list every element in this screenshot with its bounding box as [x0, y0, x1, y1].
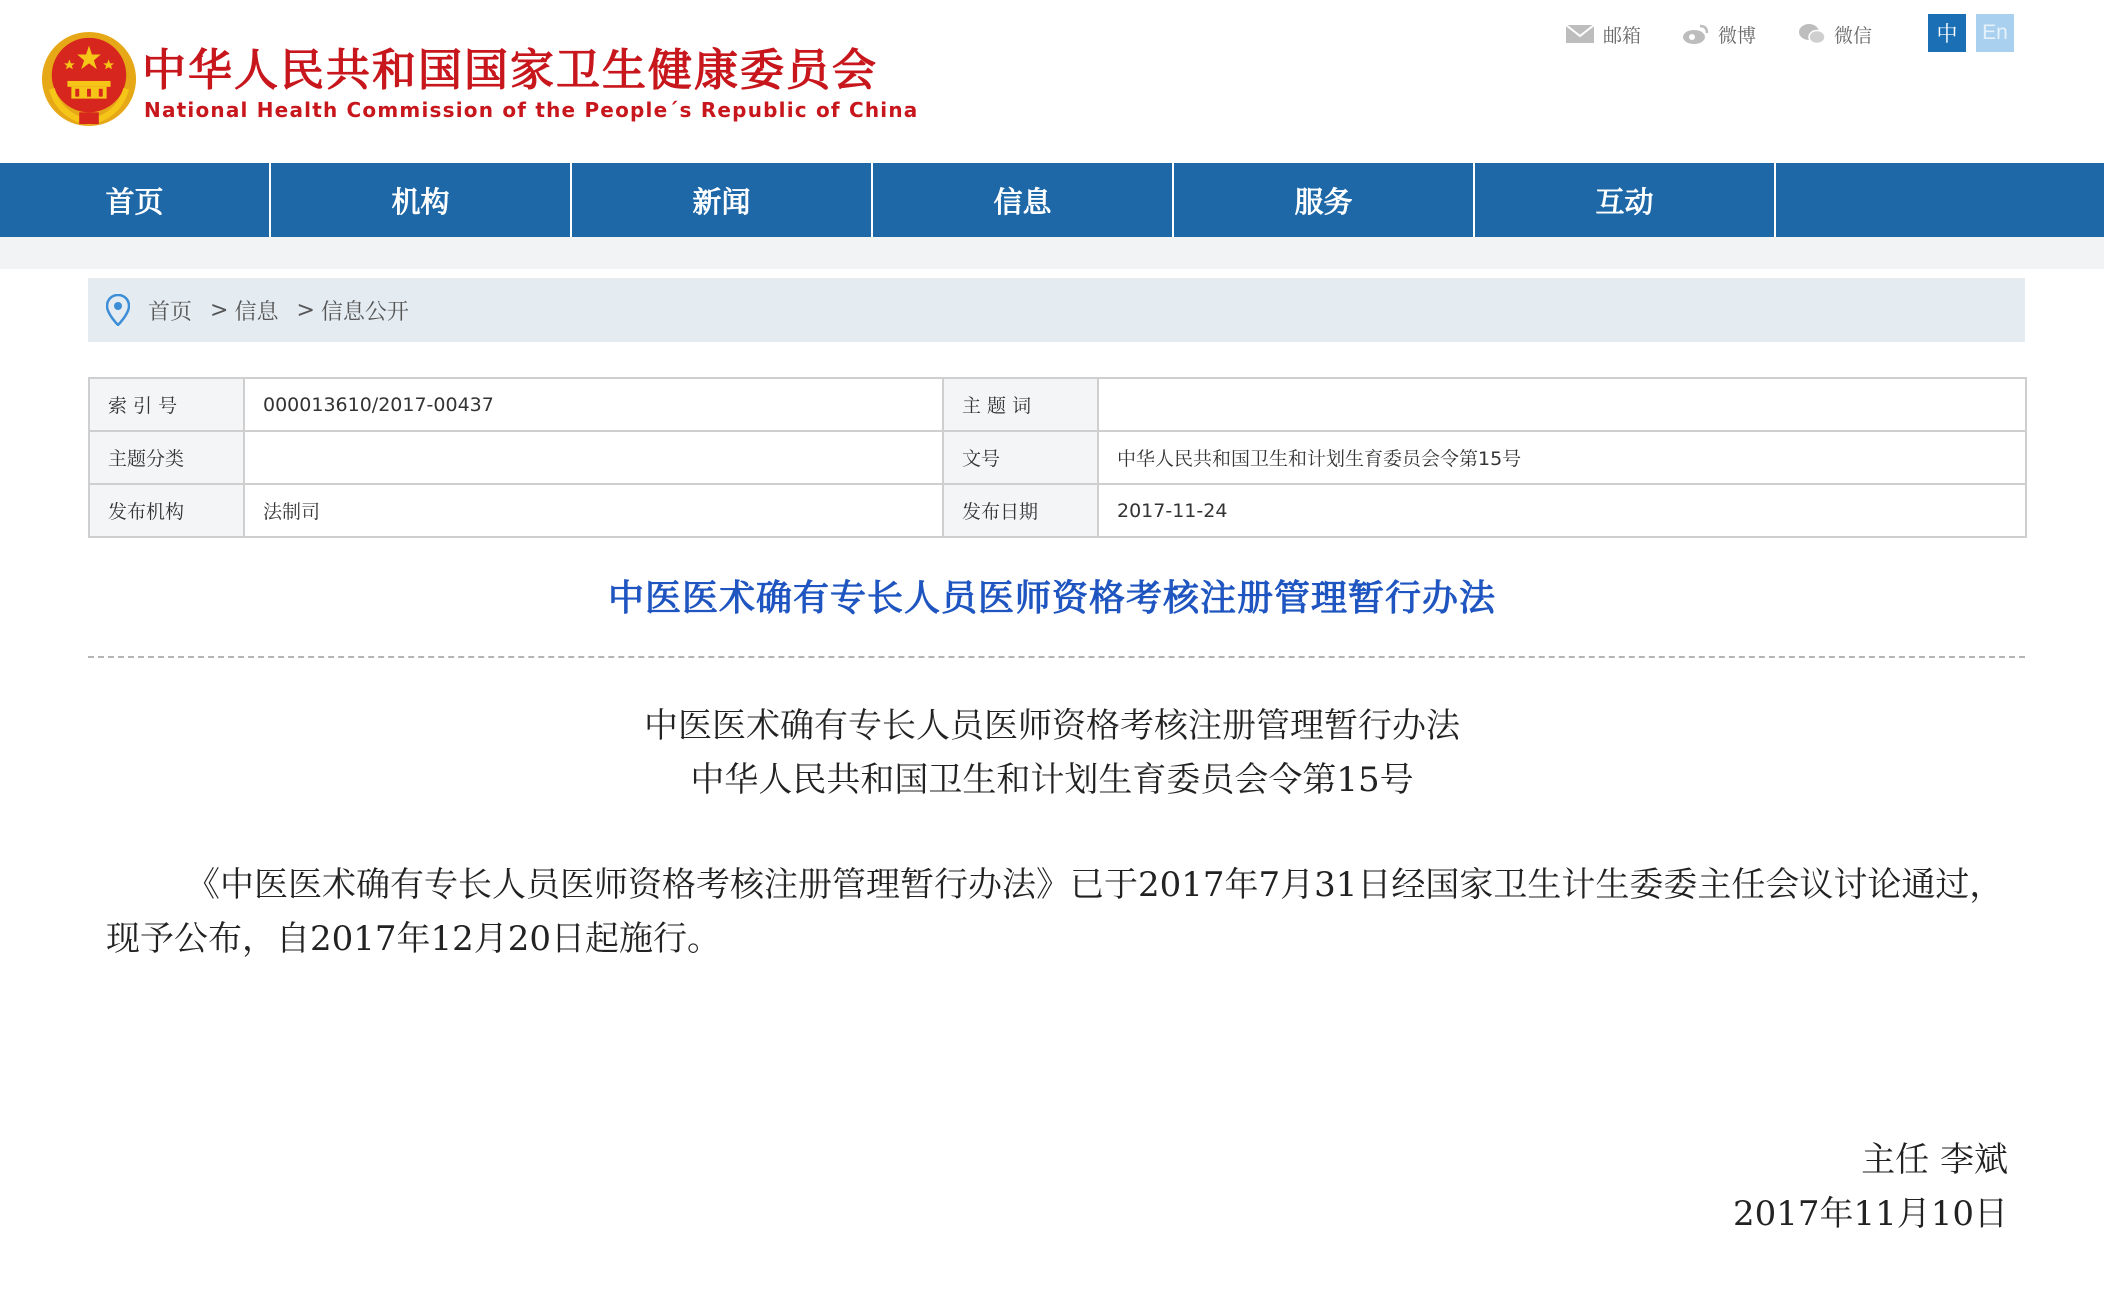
table-row — [89, 484, 2026, 537]
keywords-value — [1098, 378, 2026, 431]
index-number-value: 000013610/2017-00437 — [244, 378, 943, 431]
publish-date-value: 2017-11-24 — [1098, 484, 2026, 537]
topic-category-value — [244, 431, 943, 484]
wechat-link-label: 微信 — [1834, 24, 1873, 47]
keywords-label: 主 题 词 — [943, 378, 1098, 431]
index-number-label: 索 引 号 — [89, 378, 244, 431]
document-number-value: 中华人民共和国卫生和计划生育委员会令第15号 — [1098, 431, 2026, 484]
nav-item-home[interactable]: 首页 — [0, 163, 271, 237]
document-info-table — [88, 377, 2027, 538]
issuer-label: 发布机构 — [89, 484, 244, 537]
document-order-number: 中华人民共和国卫生和计划生育委员会令第15号 — [690, 760, 1414, 800]
location-pin-icon — [106, 294, 130, 326]
mail-link[interactable] — [1565, 18, 1641, 50]
title-divider — [88, 656, 2025, 658]
site-title-en[interactable]: National Health Commission of the People´s Republic of China — [144, 98, 919, 122]
site-title-cn[interactable]: 中华人民共和国国家卫生健康委员会 — [142, 45, 878, 96]
breadcrumb-information[interactable]: 信息 — [234, 299, 279, 325]
topic-category-label: 主题分类 — [89, 431, 244, 484]
nav-item-organization[interactable]: 机构 — [271, 163, 572, 237]
wechat-icon — [1798, 23, 1826, 45]
mail-icon — [1565, 24, 1595, 44]
lang-cn-button[interactable]: 中 — [1928, 14, 1966, 52]
breadcrumb-separator: > — [296, 297, 315, 323]
sign-date: 2017年11月10日 — [1732, 1194, 2008, 1234]
document-title: 中医医术确有专长人员医师资格考核注册管理暂行办法 — [644, 706, 1460, 746]
weibo-icon — [1682, 23, 1710, 45]
issuer-value: 法制司 — [244, 484, 943, 537]
nav-item-interaction[interactable]: 互动 — [1475, 163, 1776, 237]
mail-link-label: 邮箱 — [1603, 24, 1642, 47]
table-row — [89, 378, 2026, 431]
nav-item-services[interactable]: 服务 — [1174, 163, 1475, 237]
weibo-link[interactable] — [1682, 18, 1756, 50]
nav-item-news[interactable]: 新闻 — [572, 163, 873, 237]
main-nav — [0, 163, 2104, 237]
table-row — [89, 431, 2026, 484]
article-title: 中医医术确有专长人员医师资格考核注册管理暂行办法 — [607, 578, 1496, 619]
wechat-link[interactable] — [1798, 18, 1872, 50]
signer: 主任 李斌 — [1861, 1140, 2008, 1180]
site-header — [0, 0, 2104, 163]
weibo-link-label: 微博 — [1718, 24, 1757, 47]
nav-item-information[interactable]: 信息 — [873, 163, 1174, 237]
subnav-strip — [0, 237, 2104, 269]
breadcrumb-home[interactable]: 首页 — [148, 299, 193, 325]
article-body: 《中医医术确有专长人员医师资格考核注册管理暂行办法》已于2017年7月31日经国家卫生计生委委主任会议讨论通过，现予公布，自2017年12月20日起施行。 — [106, 865, 2004, 959]
publish-date-label: 发布日期 — [943, 484, 1098, 537]
lang-en-button[interactable]: En — [1976, 14, 2014, 52]
breadcrumb — [88, 278, 2025, 342]
breadcrumb-separator: > — [210, 297, 229, 323]
breadcrumb-disclosure[interactable]: 信息公开 — [320, 299, 409, 325]
document-number-label: 文号 — [943, 431, 1098, 484]
national-emblem-icon[interactable] — [40, 30, 138, 128]
